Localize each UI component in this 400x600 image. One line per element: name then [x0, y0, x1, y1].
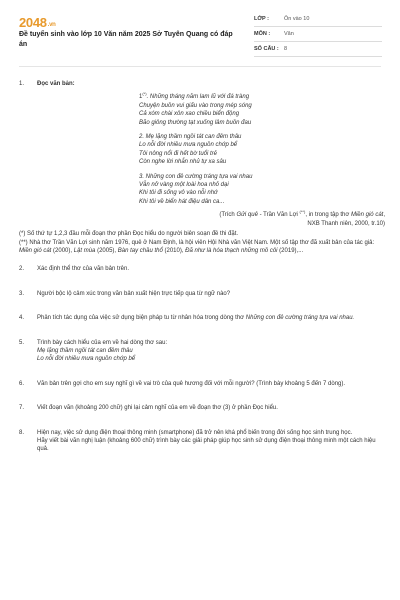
book-title: Lật mùa — [73, 247, 96, 254]
poem — [139, 90, 385, 206]
poem-line: 2. Mẹ lặng thầm ngồi tát can đêm thâu — [139, 134, 242, 141]
meta-row-class — [254, 12, 382, 27]
question-text: Viết đoạn văn (khoảng 200 chữ) ghi lại cảm nghĩ của em về đoạn thơ (3) ở phần Đọc hiểu. — [37, 405, 278, 412]
exam-content — [19, 80, 385, 462]
meta-value: Văn — [284, 31, 294, 37]
meta-row-count — [254, 42, 382, 57]
question-number: 8. — [19, 429, 25, 436]
footnote-2 — [19, 239, 385, 256]
question-body — [37, 429, 385, 454]
meta-label: LỚP : — [254, 16, 269, 22]
footnote-text: (2005), — [95, 247, 118, 254]
question-text: Hiện nay, việc sử dụng điện thoại thông minh (smartphone) đã trở nên khá phổ biến trong đời sống học sinh trung học. — [37, 429, 353, 436]
question-number: 5. — [19, 339, 25, 346]
question-body — [37, 339, 385, 364]
source-publisher: NXB Thanh niên, 2000, tr.10) — [307, 220, 385, 227]
question-6 — [19, 380, 385, 388]
quoted-line: Lo nỗi đời nhiều mưa nguồn chớp bể — [37, 356, 136, 363]
footnote-marker: (*) — [142, 91, 147, 97]
source-end: , — [383, 212, 385, 219]
quoted-line: Mẹ lặng thầm ngồi tát can đêm thâu — [37, 347, 133, 354]
question-text: Văn bản trên gợi cho em suy nghĩ gì về vai trò của quê hương đối với mỗi người? (Trình bày khoảng 5 đến 7 dòng). — [37, 380, 346, 387]
poem-line: Còn nghe lời nhắn nhủ tự xa sâu — [139, 159, 227, 166]
poem-line: Khi tôi về biển hát điệu dân ca... — [139, 198, 225, 205]
question-text: Người bộc lộ cảm xúc trong văn bản xuất hiện trực tiếp qua từ ngữ nào? — [37, 290, 231, 297]
question-number: 7. — [19, 405, 25, 412]
header-divider — [19, 66, 381, 67]
exam-meta-table — [254, 12, 382, 57]
poem-line: 3. Những con đê cường tráng tựa vai nhau — [139, 173, 253, 180]
question-number: 1. — [19, 81, 25, 87]
question-3 — [19, 290, 385, 298]
question-text: Trình bày cách hiểu của em về hai dòng thơ sau: — [37, 339, 168, 346]
meta-row-subject — [254, 27, 382, 42]
question-number: 3. — [19, 290, 25, 297]
poem-line: Bão giông thường tạt xuống lâm buồn đau — [139, 119, 252, 126]
source-in: , in trong tập thơ — [305, 212, 351, 219]
question-number: 2. — [19, 266, 25, 273]
poem-line: Cả xóm chài xôn xao chiều biển động — [139, 111, 240, 118]
logo-text: 2048 — [19, 15, 47, 30]
book-title: Đã như là hóa thạch những mồ côi — [185, 247, 278, 254]
site-logo[interactable] — [19, 15, 56, 30]
question-2 — [19, 265, 385, 273]
footnote-text: (2000), — [51, 247, 74, 254]
quoted-line: Những con đê cường tráng tựa vai nhau. — [245, 315, 355, 322]
question-number: 4. — [19, 315, 25, 322]
page-header — [0, 0, 400, 64]
poem-source — [37, 208, 385, 228]
footnote-1: (*) Số thứ tự 1,2,3 đầu mỗi đoạn thơ phần Đọc hiểu do người biên soạn đề thi đặt. — [19, 231, 239, 238]
source-author: - Trần Văn Lợi — [257, 212, 300, 219]
poem-line: Chuyện buồn vui giấu vào trong mép sóng — [139, 102, 252, 109]
meta-label: SỐ CÂU : — [254, 46, 279, 52]
question-5 — [19, 339, 385, 364]
poem-stanza-3 — [139, 173, 385, 207]
question-7 — [19, 404, 385, 412]
book-title: Miền gió cát — [19, 247, 52, 254]
footnote-text: (2010), — [162, 247, 186, 254]
question-text — [37, 314, 385, 322]
footnote-text: (**) Nhà thơ Trần Văn Lợi sinh năm 1976, quê ở Nam Định, là hội viên Hội Nhà văn Việt Nam. Một số tập thơ đã xuất bản của tác giả: — [19, 239, 375, 246]
source-work: Gửi quê — [236, 212, 258, 219]
question-body — [37, 80, 385, 228]
document-title: Đề tuyển sinh vào lớp 10 Văn năm 2025 Sở Tuyên Quang có đáp án — [19, 31, 233, 48]
poem-stanza-2 — [139, 133, 385, 167]
book-title: Bàn tay chầu thổ — [117, 247, 163, 254]
poem-stanza-1 — [139, 90, 385, 127]
reading-title: Đọc văn bản: — [37, 81, 75, 87]
source-prefix: (Trích — [219, 212, 237, 219]
source-book: Miền gió cát — [350, 212, 384, 219]
poem-line: Khi tôi đi sống vô vào nỗi nhớ — [139, 190, 218, 197]
question-4 — [19, 314, 385, 322]
footnote-marker: (**) — [299, 209, 306, 215]
question-number: 6. — [19, 380, 25, 387]
question-text: Xác định thể thơ của văn bản trên. — [37, 266, 129, 273]
poem-line: Tôi nông nổi đi hết bờ tuổi trẻ — [139, 150, 218, 157]
question-1 — [19, 80, 385, 228]
poem-line-text: . Những tháng năm lam lũ với đá tràng — [146, 94, 250, 101]
question-text-part: Phân tích tác dụng của việc sử dụng biện pháp tu từ nhân hóa trong dòng thơ — [37, 315, 246, 322]
poem-line: Vẫn nở vàng một loài hoa nhỏ dại — [139, 182, 229, 189]
meta-value: Ôn vào 10 — [284, 16, 310, 22]
question-text: Hãy viết bài văn nghị luận (khoảng 600 chữ) trình bày các giải pháp giúp học sinh sử dụng điện thoại thông minh một cách hiệu quả. — [37, 437, 376, 453]
poem-line — [139, 90, 385, 101]
meta-label: MÔN : — [254, 31, 271, 37]
stanza-marker: 1 — [139, 94, 143, 101]
poem-line: Lo nỗi đời nhiều mưa nguồn chớp bể — [139, 142, 238, 149]
meta-value: 8 — [284, 46, 288, 52]
question-8 — [19, 429, 385, 454]
footnote-text: (2019),... — [277, 247, 304, 254]
logo-tld: .vn — [47, 22, 56, 28]
footnotes — [19, 230, 385, 255]
